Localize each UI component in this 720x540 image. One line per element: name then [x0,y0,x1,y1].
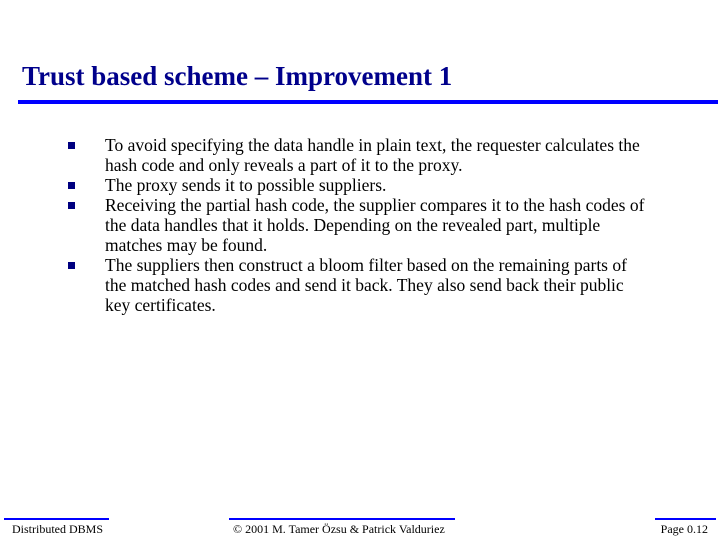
footer-page-number: Page 0.12 [660,522,708,536]
square-bullet-icon [68,262,75,269]
title-underline [18,100,718,104]
footer-right-rule [655,518,716,520]
footer-course-name: Distributed DBMS [12,522,104,536]
footer-left-rule [4,518,109,520]
bullet-text: To avoid specifying the data handle in plain text, the requester calculates the hash code and only reveals a part of it to the proxy. [105,135,640,175]
footer-copyright: © 2001 M. Tamer Özsu & Patrick Valduriez [233,522,445,536]
bullet-text: The suppliers then construct a bloom filter based on the remaining parts of the matched hash codes and send it back. They also send back their public key certificates. [105,255,627,315]
bullet-text: Receiving the partial hash code, the supplier compares it to the hash codes of the data handles that it holds. Depending on the revealed part, multiple matches may be found. [105,195,645,255]
bullet-item [68,175,648,195]
square-bullet-icon [68,202,75,209]
square-bullet-icon [68,142,75,149]
bullet-item [68,135,648,175]
bullet-item [68,255,648,315]
bullet-item [68,195,648,255]
bullet-list [68,135,648,315]
square-bullet-icon [68,182,75,189]
bullet-text: The proxy sends it to possible suppliers. [105,175,387,195]
slide-title: Trust based scheme – Improvement 1 [22,61,453,91]
footer-center-rule [229,518,455,520]
